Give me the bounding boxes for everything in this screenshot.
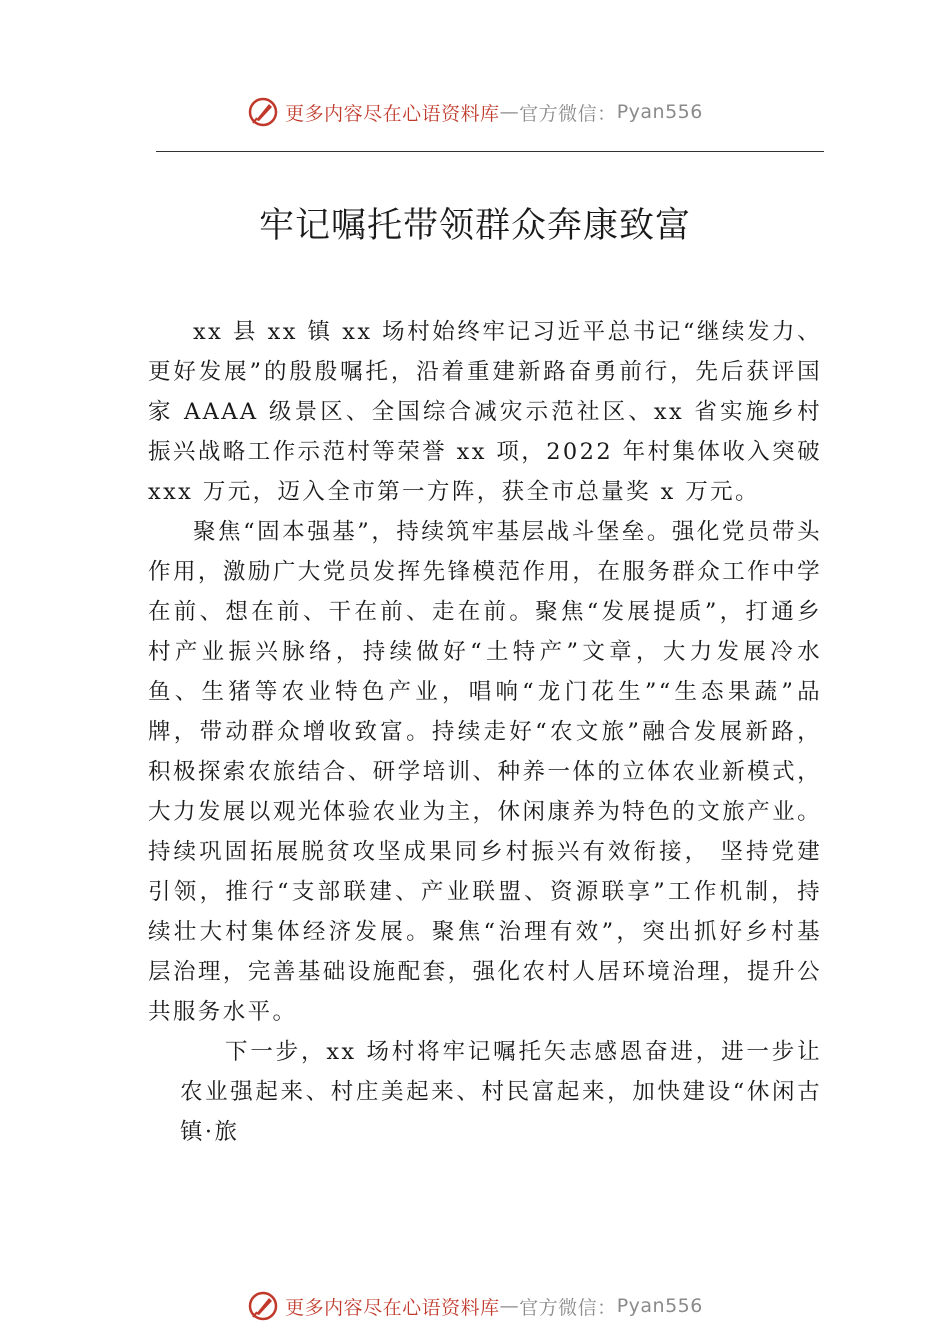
watermark-brand: 更多内容尽在心语资料库 bbox=[285, 102, 500, 125]
watermark-sep: — bbox=[499, 101, 520, 123]
header-divider bbox=[156, 151, 824, 152]
quill-logo-icon bbox=[247, 1290, 279, 1322]
document-title: 牢记嘱托带领群众奔康致富 bbox=[258, 206, 691, 246]
watermark-sep: — bbox=[499, 1295, 520, 1317]
watermark-wechat-label: 官方微信： bbox=[519, 102, 617, 125]
watermark-wechat-id: Pyan556 bbox=[616, 1295, 703, 1317]
paragraph: 聚焦“固本强基”，持续筑牢基层战斗堡垒。强化党员带头作用，激励广大党员发挥先锋模范作用，在服务群众工作中学在前、想在前、干在前、走在前。聚焦“发展提质”，打通乡村产业振兴脉络，持续做好“土特产”文章，大力发展冷水鱼、生猪等农业特色产业，唱响“龙门花生”“生态果蔬”品牌，带动群众增收致富。持续走好“农文旅”融合发展新路，积极探索农旅结合、研学培训、种养一体的立体农业新模式，大力发展以观光体验农业为主，休闲康养为特色的文旅产业。持续巩固拓展脱贫攻坚成果同乡村振兴有效衔接， 坚持党建引领，推行“支部联建、产业联盟、资源联享”工作机制，持续壮大村集体经济发展。聚焦“治理有效”，突出抓好乡村基层治理，完善基础设施配套，强化农村人居环境治理，提升公共服务水平。 bbox=[148, 519, 822, 1025]
watermark-brand: 更多内容尽在心语资料库 bbox=[285, 1296, 500, 1319]
paragraph: xx 县 xx 镇 xx 场村始终牢记习近平总书记“继续发力、更好发展”的殷殷嘱托，沿着重建新路奋勇前行，先后获评国家 AAAA 级景区、全国综合减灾示范社区、xx 省实施乡村振兴战略工作示范村等荣誉 xx 项，2022 年村集体收入突破 xxx 万元，迈入全市第一方阵，获全市总量奖 x 万元。 bbox=[148, 319, 822, 505]
watermark-wechat-id: Pyan556 bbox=[616, 101, 703, 123]
watermark-wechat-label: 官方微信： bbox=[519, 1296, 617, 1319]
document-body bbox=[148, 312, 822, 1152]
header-watermark bbox=[0, 96, 950, 128]
quill-logo-icon bbox=[247, 96, 279, 128]
paragraph: 下一步，xx 场村将牢记嘱托矢志感恩奋进，进一步让农业强起来、村庄美起来、村民富起来，加快建设“休闲古镇·旅 bbox=[180, 1039, 822, 1145]
footer-watermark bbox=[0, 1290, 950, 1322]
